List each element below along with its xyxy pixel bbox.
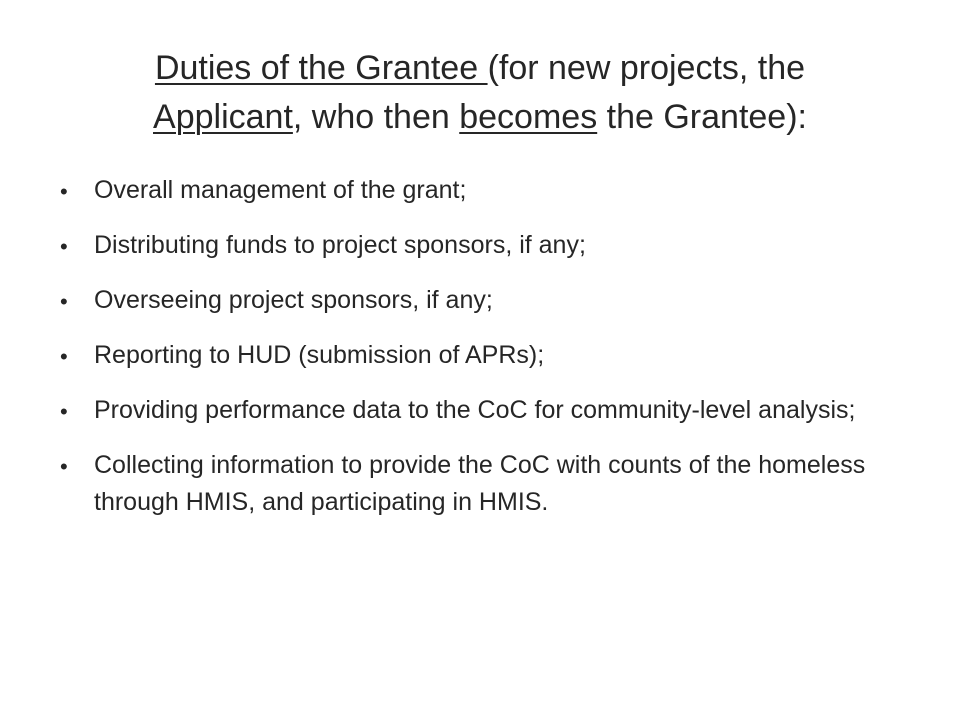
bullet-text: Collecting information to provide the CoC with counts of the homeless through HMIS, and participating in HMIS. xyxy=(94,451,866,516)
bullet-text: Overseeing project sponsors, if any; xyxy=(94,286,493,314)
bullet-item xyxy=(60,447,880,521)
bullet-item xyxy=(60,227,880,264)
bullet-item xyxy=(60,172,880,209)
bullet-text: Providing performance data to the CoC for community-level analysis; xyxy=(94,396,856,424)
slide-title xyxy=(60,44,900,142)
bullet-text: Distributing funds to project sponsors, if any; xyxy=(94,231,586,259)
bullet-item xyxy=(60,282,880,319)
bullet-dot-icon: • xyxy=(60,399,68,424)
bullet-item xyxy=(60,337,880,374)
bullet-list xyxy=(60,172,880,539)
title-underlined-duties: Duties of the Grantee xyxy=(154,49,488,87)
bullet-text: Reporting to HUD (submission of APRs); xyxy=(94,341,545,369)
bullet-text: Overall management of the grant; xyxy=(94,176,467,204)
title-text-who-then: , who then xyxy=(292,98,460,136)
title-text-the-grantee: the Grantee): xyxy=(597,98,807,136)
bullet-dot-icon: • xyxy=(60,289,68,314)
bullet-dot-icon: • xyxy=(60,234,68,259)
title-underlined-becomes: becomes xyxy=(459,98,598,136)
bullet-dot-icon: • xyxy=(60,454,68,479)
bullet-dot-icon: • xyxy=(60,179,68,204)
bullet-dot-icon: • xyxy=(60,344,68,369)
bullet-item xyxy=(60,392,880,429)
title-text-for-new-projects: (for new projects, the xyxy=(487,49,806,87)
title-underlined-applicant: Applicant xyxy=(153,98,293,136)
